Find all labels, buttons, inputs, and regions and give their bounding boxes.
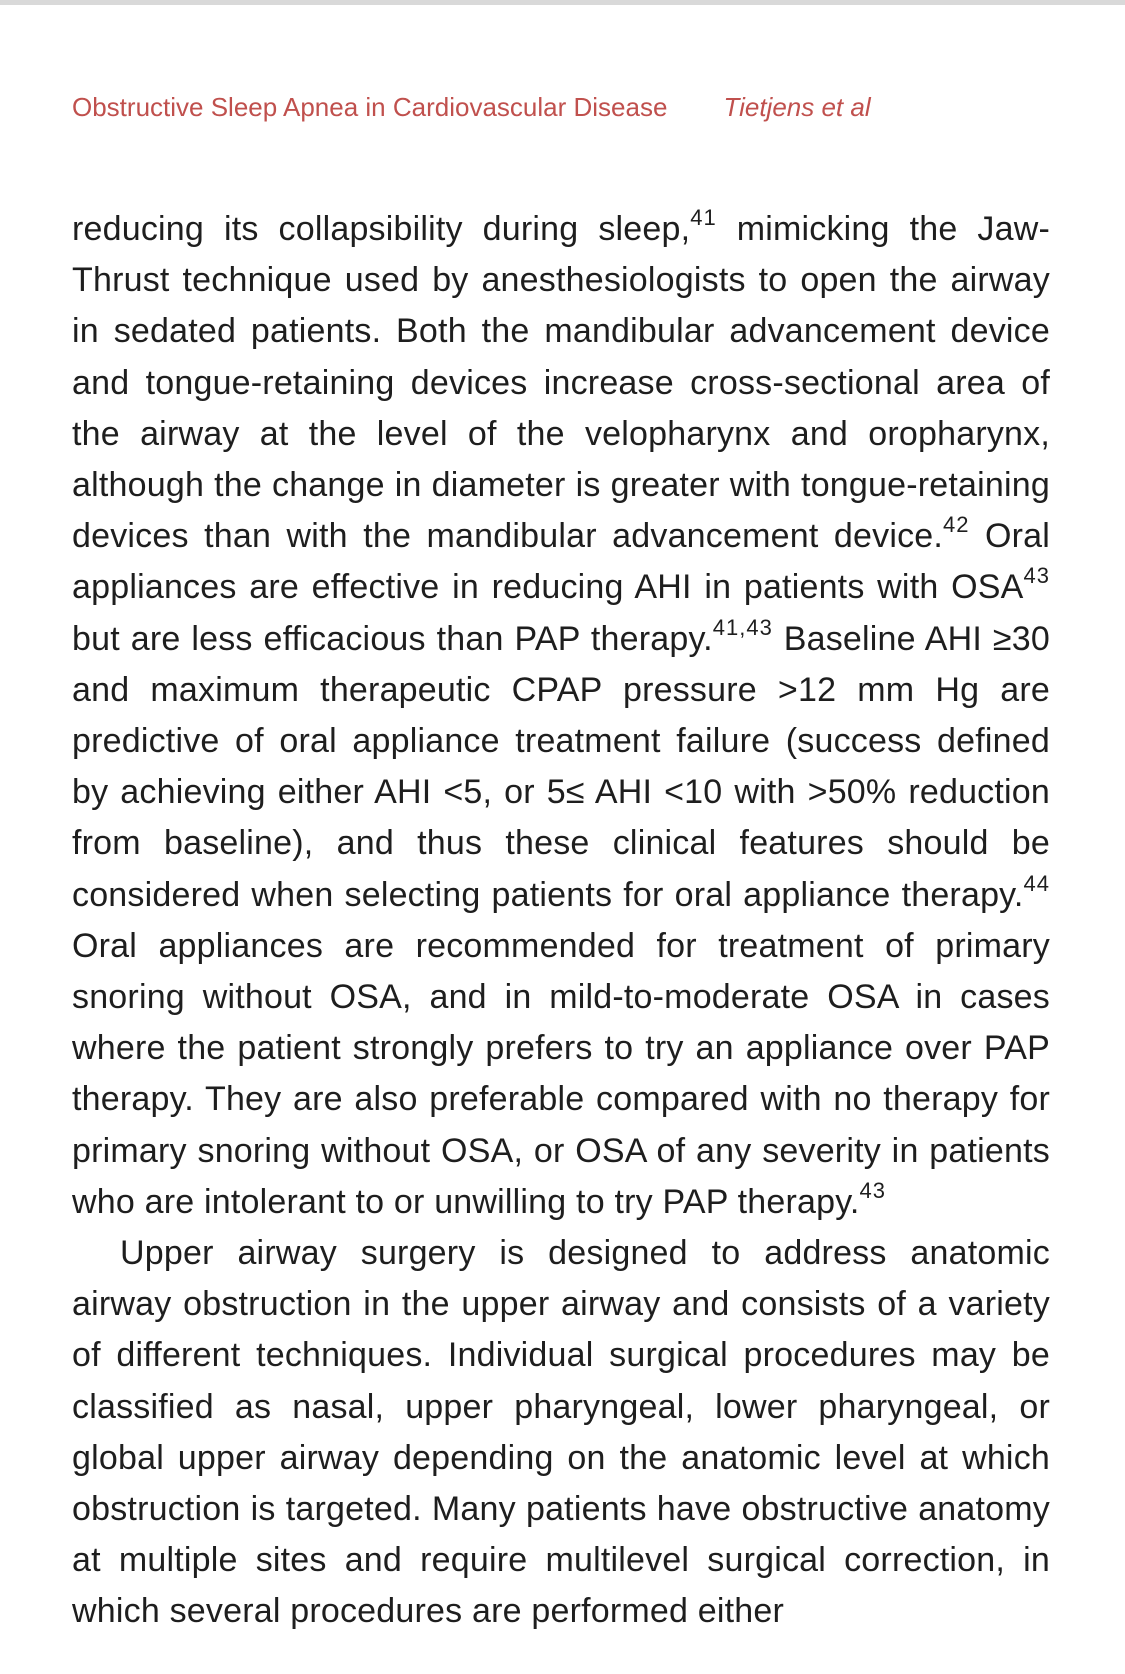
body-text: reducing its collapsibility during sleep, [72,210,691,248]
body-text: mimicking the Jaw-Thrust technique used by anesthesiologists to open the airway in sedated patients. Both the mandibular advancement device and tongue-retaining devices increase cross-sectional area of the airway at the level of the velopharynx and oropharynx, although the change in diameter is greater with tongue-retaining devices than with the mandibular advancement device. [72,210,1050,556]
article-body [72,204,1050,1638]
citation-superscript: 43 [1023,563,1050,589]
body-text: Oral appliances are recommended for treatment of primary snoring without OSA, and in mild-to-moderate OSA in cases where the patient strongly prefers to try an appliance over PAP therapy. They are also preferable compared with no therapy for primary snoring without OSA, or OSA of any severity in patients who are intolerant to or unwilling to try PAP therapy. [72,926,1050,1221]
body-text: Oral appliances are effective in reducing AHI in patients with OSA [72,517,1050,607]
body-paragraph [72,204,1050,1228]
running-authors: Tietjens et al [723,92,871,122]
body-text: Baseline AHI ≥30 and maximum therapeutic CPAP pressure >12 mm Hg are predictive of oral appliance treatment failure (success defined by achieving either AHI <5, or 5≤ AHI <10 with >50% reduction from baseline), and thus these clinical features should be considered when selecting patients for oral appliance therapy. [72,619,1050,914]
top-divider [0,0,1125,5]
citation-superscript: 44 [1023,870,1050,896]
body-text: but are less efficacious than PAP therapy. [72,619,713,658]
citation-superscript: 41,43 [712,614,773,640]
body-paragraph: Upper airway surgery is designed to address anatomic airway obstruction in the upper airway and consists of a variety of different techniques. Individual surgical procedures may be classified as nasal, upper pharyngeal, lower pharyngeal, or global upper airway depending on the anatomic level at which obstruction is targeted. Many patients have obstructive anatomy at multiple sites and require multilevel surgical correction, in which several procedures are performed either [72,1234,1050,1631]
citation-superscript: 41 [690,205,717,230]
running-header [72,92,1062,123]
citation-superscript: 43 [859,1177,887,1203]
running-title: Obstructive Sleep Apnea in Cardiovascular Disease [72,92,668,122]
citation-superscript: 42 [943,512,970,538]
